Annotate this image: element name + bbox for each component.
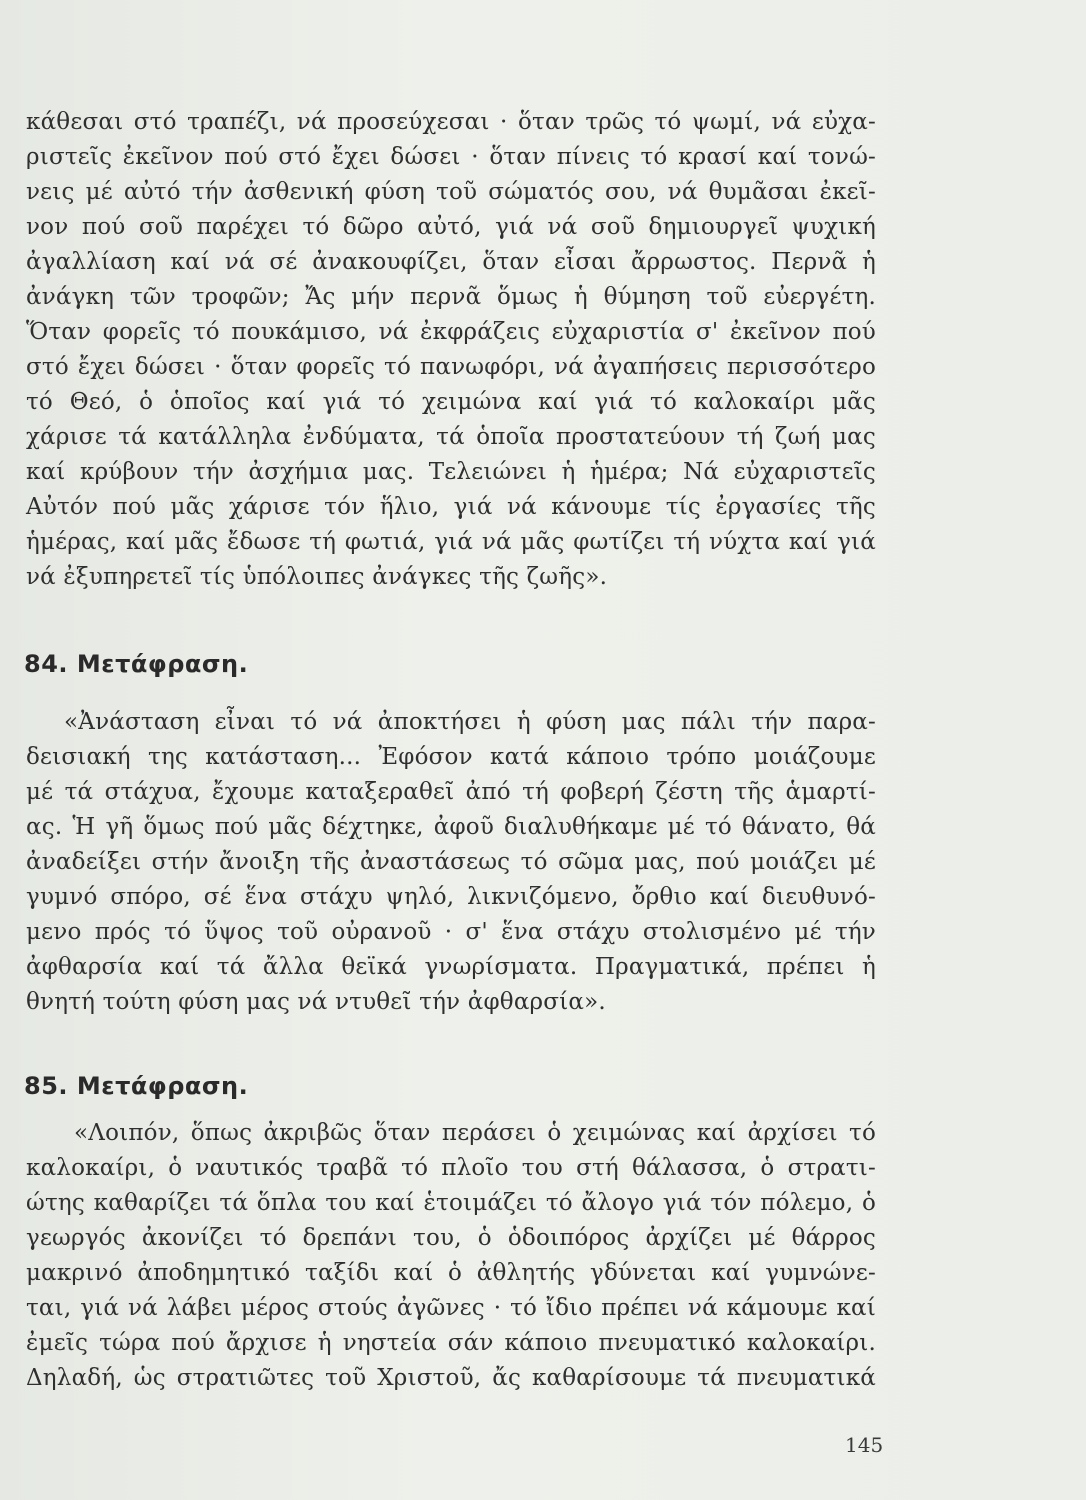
text-line: Δηλαδή, ὡς στρατιῶτες τοῦ Χριστοῦ, ἄς καθαρίσουμε τά πνευματικά <box>26 1365 876 1391</box>
text-line: ριστεῖς ἐκεῖνον πού στό ἔχει δώσει · ὅταν πίνεις τό κρασί καί τονώ- <box>26 144 876 170</box>
page-number: 145 <box>845 1433 884 1457</box>
text-line: νά ἐξυπηρετεῖ τίς ὑπόλοιπες ἀνάγκες τῆς ζωῆς». <box>26 564 608 590</box>
text-line: Ὅταν φορεῖς τό πουκάμισο, νά ἐκφράζεις εὐχαριστία σ' ἐκεῖνον πού <box>26 319 876 345</box>
text-line: ἀφθαρσία καί τά ἄλλα θεϊκά γνωρίσματα. Πραγματικά, πρέπει ἡ <box>26 954 876 980</box>
section-heading-85: 85. Μετάφραση. <box>24 1072 249 1100</box>
text-line: ται, γιά νά λάβει μέρος στούς ἀγῶνες · τό ἴδιο πρέπει νά κάμουμε καί <box>26 1295 876 1321</box>
text-line: ώτης καθαρίζει τά ὅπλα του καί ἑτοιμάζει τό ἄλογο γιά τόν πόλεμο, ὁ <box>26 1190 876 1216</box>
text-line: ἀναδείξει στήν ἄνοιξη τῆς ἀναστάσεως τό σῶμα μας, πού μοιάζει μέ <box>26 849 876 875</box>
text-line: κάθεσαι στό τραπέζι, νά προσεύχεσαι · ὅταν τρῶς τό ψωμί, νά εὐχα- <box>26 109 876 135</box>
text-line: μενο πρός τό ὕψος τοῦ οὐρανοῦ · σ' ἕνα στάχυ στολισμένο μέ τήν <box>26 919 876 945</box>
text-line: γυμνό σπόρο, σέ ἕνα στάχυ ψηλό, λικνιζόμενο, ὄρθιο καί διευθυνό- <box>26 884 876 910</box>
text-line: τό Θεό, ὁ ὁποῖος καί γιά τό χειμώνα καί γιά τό καλοκαίρι μᾶς <box>26 389 876 415</box>
text-line: νον πού σοῦ παρέχει τό δῶρο αὐτό, γιά νά σοῦ δημιουργεῖ ψυχική <box>26 214 876 240</box>
text-line: ἀνάγκη τῶν τροφῶν; Ἄς μήν περνᾶ ὅμως ἡ θύμηση τοῦ εὐεργέτη. <box>26 284 876 310</box>
text-line: στό ἔχει δώσει · ὅταν φορεῖς τό πανωφόρι, νά ἀγαπήσεις περισσότερο <box>26 354 876 380</box>
text-line: θνητή τούτη φύση μας νά ντυθεῖ τήν ἀφθαρσία». <box>26 989 606 1015</box>
text-line: καλοκαίρι, ὁ ναυτικός τραβᾶ τό πλοῖο του στή θάλασσα, ὁ στρατι- <box>26 1155 876 1181</box>
text-line: καί κρύβουν τήν ἀσχήμια μας. Τελειώνει ἡ ἡμέρα; Νά εὐχαριστεῖς <box>26 459 876 485</box>
text-line: μέ τά στάχυα, ἔχουμε καταξεραθεῖ ἀπό τή φοβερή ζέστη τῆς ἁμαρτί- <box>26 779 876 805</box>
text-line: χάρισε τά κατάλληλα ἐνδύματα, τά ὁποῖα προστατεύουν τή ζωή μας <box>26 424 876 450</box>
section-heading-84: 84. Μετάφραση. <box>24 650 249 678</box>
text-line: νεις μέ αὐτό τήν ἀσθενική φύση τοῦ σώματός σου, νά θυμᾶσαι ἐκεῖ- <box>26 179 876 205</box>
text-line: ἐμεῖς τώρα πού ἄρχισε ἡ νηστεία σάν κάποιο πνευματικό καλοκαίρι. <box>26 1330 876 1356</box>
text-line: δεισιακή της κατάσταση... Ἐφόσον κατά κάποιο τρόπο μοιάζουμε <box>26 744 876 770</box>
text-line: ἀγαλλίαση καί νά σέ ἀνακουφίζει, ὅταν εἶσαι ἄρρωστος. Περνᾶ ἡ <box>26 249 876 275</box>
text-line: γεωργός ἀκονίζει τό δρεπάνι του, ὁ ὁδοιπόρος ἀρχίζει μέ θάρρος <box>26 1225 876 1251</box>
text-line: μακρινό ἀποδημητικό ταξίδι καί ὁ ἀθλητής γδύνεται καί γυμνώνε- <box>26 1260 876 1286</box>
text-line: ας. Ἡ γῆ ὅμως πού μᾶς δέχτηκε, ἀφοῦ διαλυθήκαμε μέ τό θάνατο, θά <box>26 814 876 840</box>
text-line: ἡμέρας, καί μᾶς ἔδωσε τή φωτιά, γιά νά μᾶς φωτίζει τή νύχτα καί γιά <box>26 529 876 555</box>
text-line: Αὐτόν πού μᾶς χάρισε τόν ἥλιο, γιά νά κάνουμε τίς ἐργασίες τῆς <box>26 494 876 520</box>
text-line: «Ἀνάσταση εἶναι τό νά ἀποκτήσει ἡ φύση μας πάλι τήν παρα- <box>64 709 876 735</box>
text-line: «Λοιπόν, ὅπως ἀκριβῶς ὅταν περάσει ὁ χειμώνας καί ἀρχίσει τό <box>74 1120 876 1146</box>
